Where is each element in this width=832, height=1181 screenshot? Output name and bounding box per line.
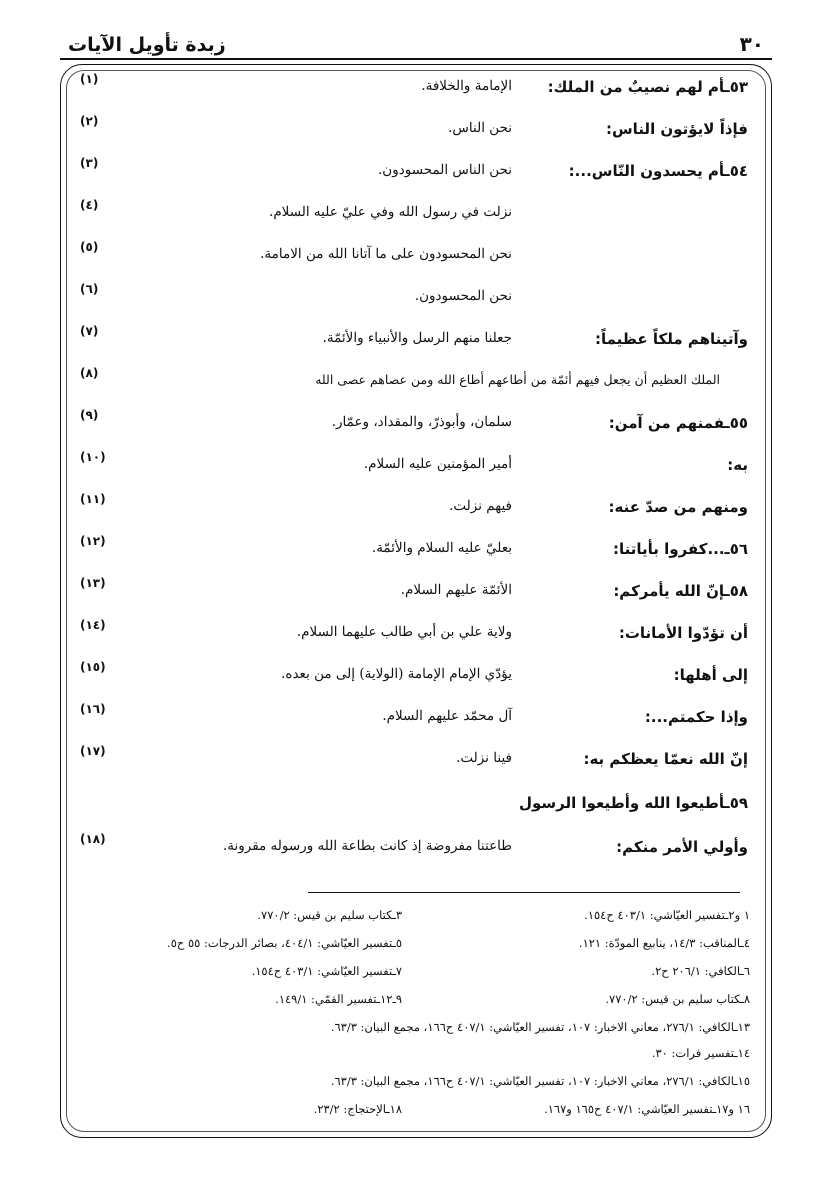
note-number: (٥) (80, 240, 99, 254)
commentary-text: الأئمّة عليهم السلام. (400, 582, 512, 598)
footnote: ٦ـالكافي: ٢٠٦/١ ح٢. (651, 964, 750, 978)
verse-text: به: (727, 456, 748, 474)
note-number: (١٨) (80, 832, 106, 846)
footnote: ١٦ و١٧ـتفسير العيّاشي: ٤٠٧/١ ح١٦٥ و١٦٧. (544, 1102, 750, 1116)
footnote: ١٥ـالكافي: ٢٧٦/١، معاني الاخبار: ١٠٧، تفسير العيّاشي: ٤٠٧/١ ح١٦٦، مجمع البيان: ٦٣/٣. (330, 1074, 750, 1088)
header-rule (60, 58, 772, 60)
entry-row (0, 324, 832, 356)
book-title: زبدة تأويل الآيات (68, 34, 226, 56)
note-number: (٧) (80, 324, 99, 338)
verse-text: فإذاً لايؤتون الناس: (605, 120, 748, 138)
verse-text: ٥٤ـأم يحسدون النّاس...: (568, 162, 748, 180)
note-number: (١٢) (80, 534, 106, 548)
entry-row (0, 240, 832, 272)
note-number: (٤) (80, 198, 99, 212)
note-number: (١٤) (80, 618, 106, 632)
entry-row (0, 660, 832, 692)
footnote: ٤ـالمناقب: ١٤/٣، ينابيع المودّة: ١٢١. (578, 936, 750, 950)
commentary-text: ولاية علي بن أبي طالب عليهما السلام. (296, 624, 512, 640)
note-number: (٦) (80, 282, 99, 296)
note-number: (٣) (80, 156, 99, 170)
verse-text: وأولي الأمر منكم: (616, 838, 748, 856)
commentary-text: آل محمّد عليهم السلام. (382, 708, 512, 724)
page-number: ٣٠ (739, 32, 764, 56)
verse-text: إنّ الله نعمّا يعظكم به: (583, 750, 748, 768)
commentary-text: طاعتنا مفروضة إذ كانت بطاعة الله ورسوله مقرونة. (222, 838, 512, 854)
note-number: (١٧) (80, 744, 106, 758)
entry-row (0, 450, 832, 482)
entry-row (0, 366, 832, 398)
verse-text: ٥٨ـإنّ الله يأمركم: (613, 582, 748, 600)
footnote: ٥ـتفسير العيّاشي: ٤٠٤/١، بصائر الدرجات: ٥٥ ح٥. (167, 936, 402, 950)
note-number: (١٦) (80, 702, 106, 716)
entry-row (0, 72, 832, 104)
note-number: (١٥) (80, 660, 106, 674)
note-number: (١٠) (80, 450, 106, 464)
entry-row (0, 618, 832, 650)
commentary-text: جعلنا منهم الرسل والأنبياء والأئمّة. (322, 330, 512, 346)
verse-text: أن تؤدّوا الأمانات: (618, 624, 748, 642)
commentary-text: نحن الناس المحسودون. (378, 162, 512, 178)
entry-row (0, 832, 832, 864)
entry-row (0, 534, 832, 566)
note-number: (٨) (80, 366, 99, 380)
note-number: (٩) (80, 408, 99, 422)
verse-text: ومنهم من صدّ عنه: (608, 498, 748, 516)
entry-row (0, 282, 832, 314)
note-number: (١) (80, 72, 99, 86)
commentary-text: نحن الناس. (448, 120, 512, 136)
commentary-text: فينا نزلت. (456, 750, 512, 766)
entry-row (0, 576, 832, 608)
footnote: ١٨ـالإحتجاج: ٢٣/٢. (313, 1102, 402, 1116)
verse-text: إلى أهلها: (673, 666, 748, 684)
commentary-text: الملك العظيم أن يجعل فيهم أئمّة من أطاعهم أطاع الله ومن عصاهم عصى الله (315, 372, 720, 387)
entry-row (0, 702, 832, 734)
entry-row (0, 744, 832, 776)
verse-text: ٥٦ـ...كفروا بأياتنا: (613, 540, 748, 558)
footnote: ٣ـكتاب سليم بن قيس: ٧٧٠/٢. (257, 908, 402, 922)
entry-row (0, 408, 832, 440)
footnote: ٩ـ١٢ـتفسير القمّي: ١٤٩/١. (275, 992, 402, 1006)
verse-text: وآتيناهم ملكاً عظيماً: (594, 330, 748, 348)
commentary-text: الإمامة والخلافة. (421, 78, 512, 94)
commentary-text: نحن المحسودون على ما آتانا الله من الامامة. (260, 246, 512, 262)
footnote-rule (308, 892, 740, 893)
entry-row (0, 198, 832, 230)
entry-row (0, 492, 832, 524)
commentary-text: نزلت في رسول الله وفي عليّ عليه السلام. (269, 204, 512, 220)
verse-text: ٥٥ـفمنهم من آمن: (608, 414, 748, 432)
footnote: ٧ـتفسير العيّاشي: ٤٠٣/١ ح١٥٤. (251, 964, 402, 978)
commentary-text: بعليّ عليه السلام والأئمّة. (371, 540, 512, 556)
footnote: ١ و٢ـتفسير العيّاشي: ٤٠٣/١ ح١٥٤. (584, 908, 750, 922)
commentary-text: يؤدّي الإمام الإمامة (الولاية) إلى من بعده. (281, 666, 512, 682)
entry-row (0, 794, 832, 820)
footnote: ١٤ـتفسير فرات: ٣٠. (651, 1046, 750, 1060)
footnote: ٨ـكتاب سليم بن قيس: ٧٧٠/٢. (605, 992, 750, 1006)
entry-row (0, 156, 832, 188)
commentary-text: نحن المحسودون. (414, 288, 512, 304)
verse-text: ٥٣ـأم لهم نصيبٌ من الملك: (547, 78, 748, 96)
note-number: (١١) (80, 492, 106, 506)
commentary-text: أمير المؤمنين عليه السلام. (363, 456, 512, 472)
verse-text: وإذا حكمتم...: (644, 708, 748, 726)
verse-text: ٥٩ـأطيعوا الله وأطيعوا الرسول (518, 794, 748, 812)
commentary-text: فيهم نزلت. (449, 498, 512, 514)
note-number: (٢) (80, 114, 99, 128)
commentary-text: سلمان، وأبوذرّ، والمقداد، وعمّار. (331, 414, 512, 430)
footnote: ١٣ـالكافي: ٢٧٦/١، معاني الاخبار: ١٠٧، تفسير العيّاشي: ٤٠٧/١ ح١٦٦، مجمع البيان: ٦٣/٣. (330, 1020, 750, 1034)
page-header (60, 30, 772, 60)
note-number: (١٣) (80, 576, 106, 590)
entry-row (0, 114, 832, 146)
